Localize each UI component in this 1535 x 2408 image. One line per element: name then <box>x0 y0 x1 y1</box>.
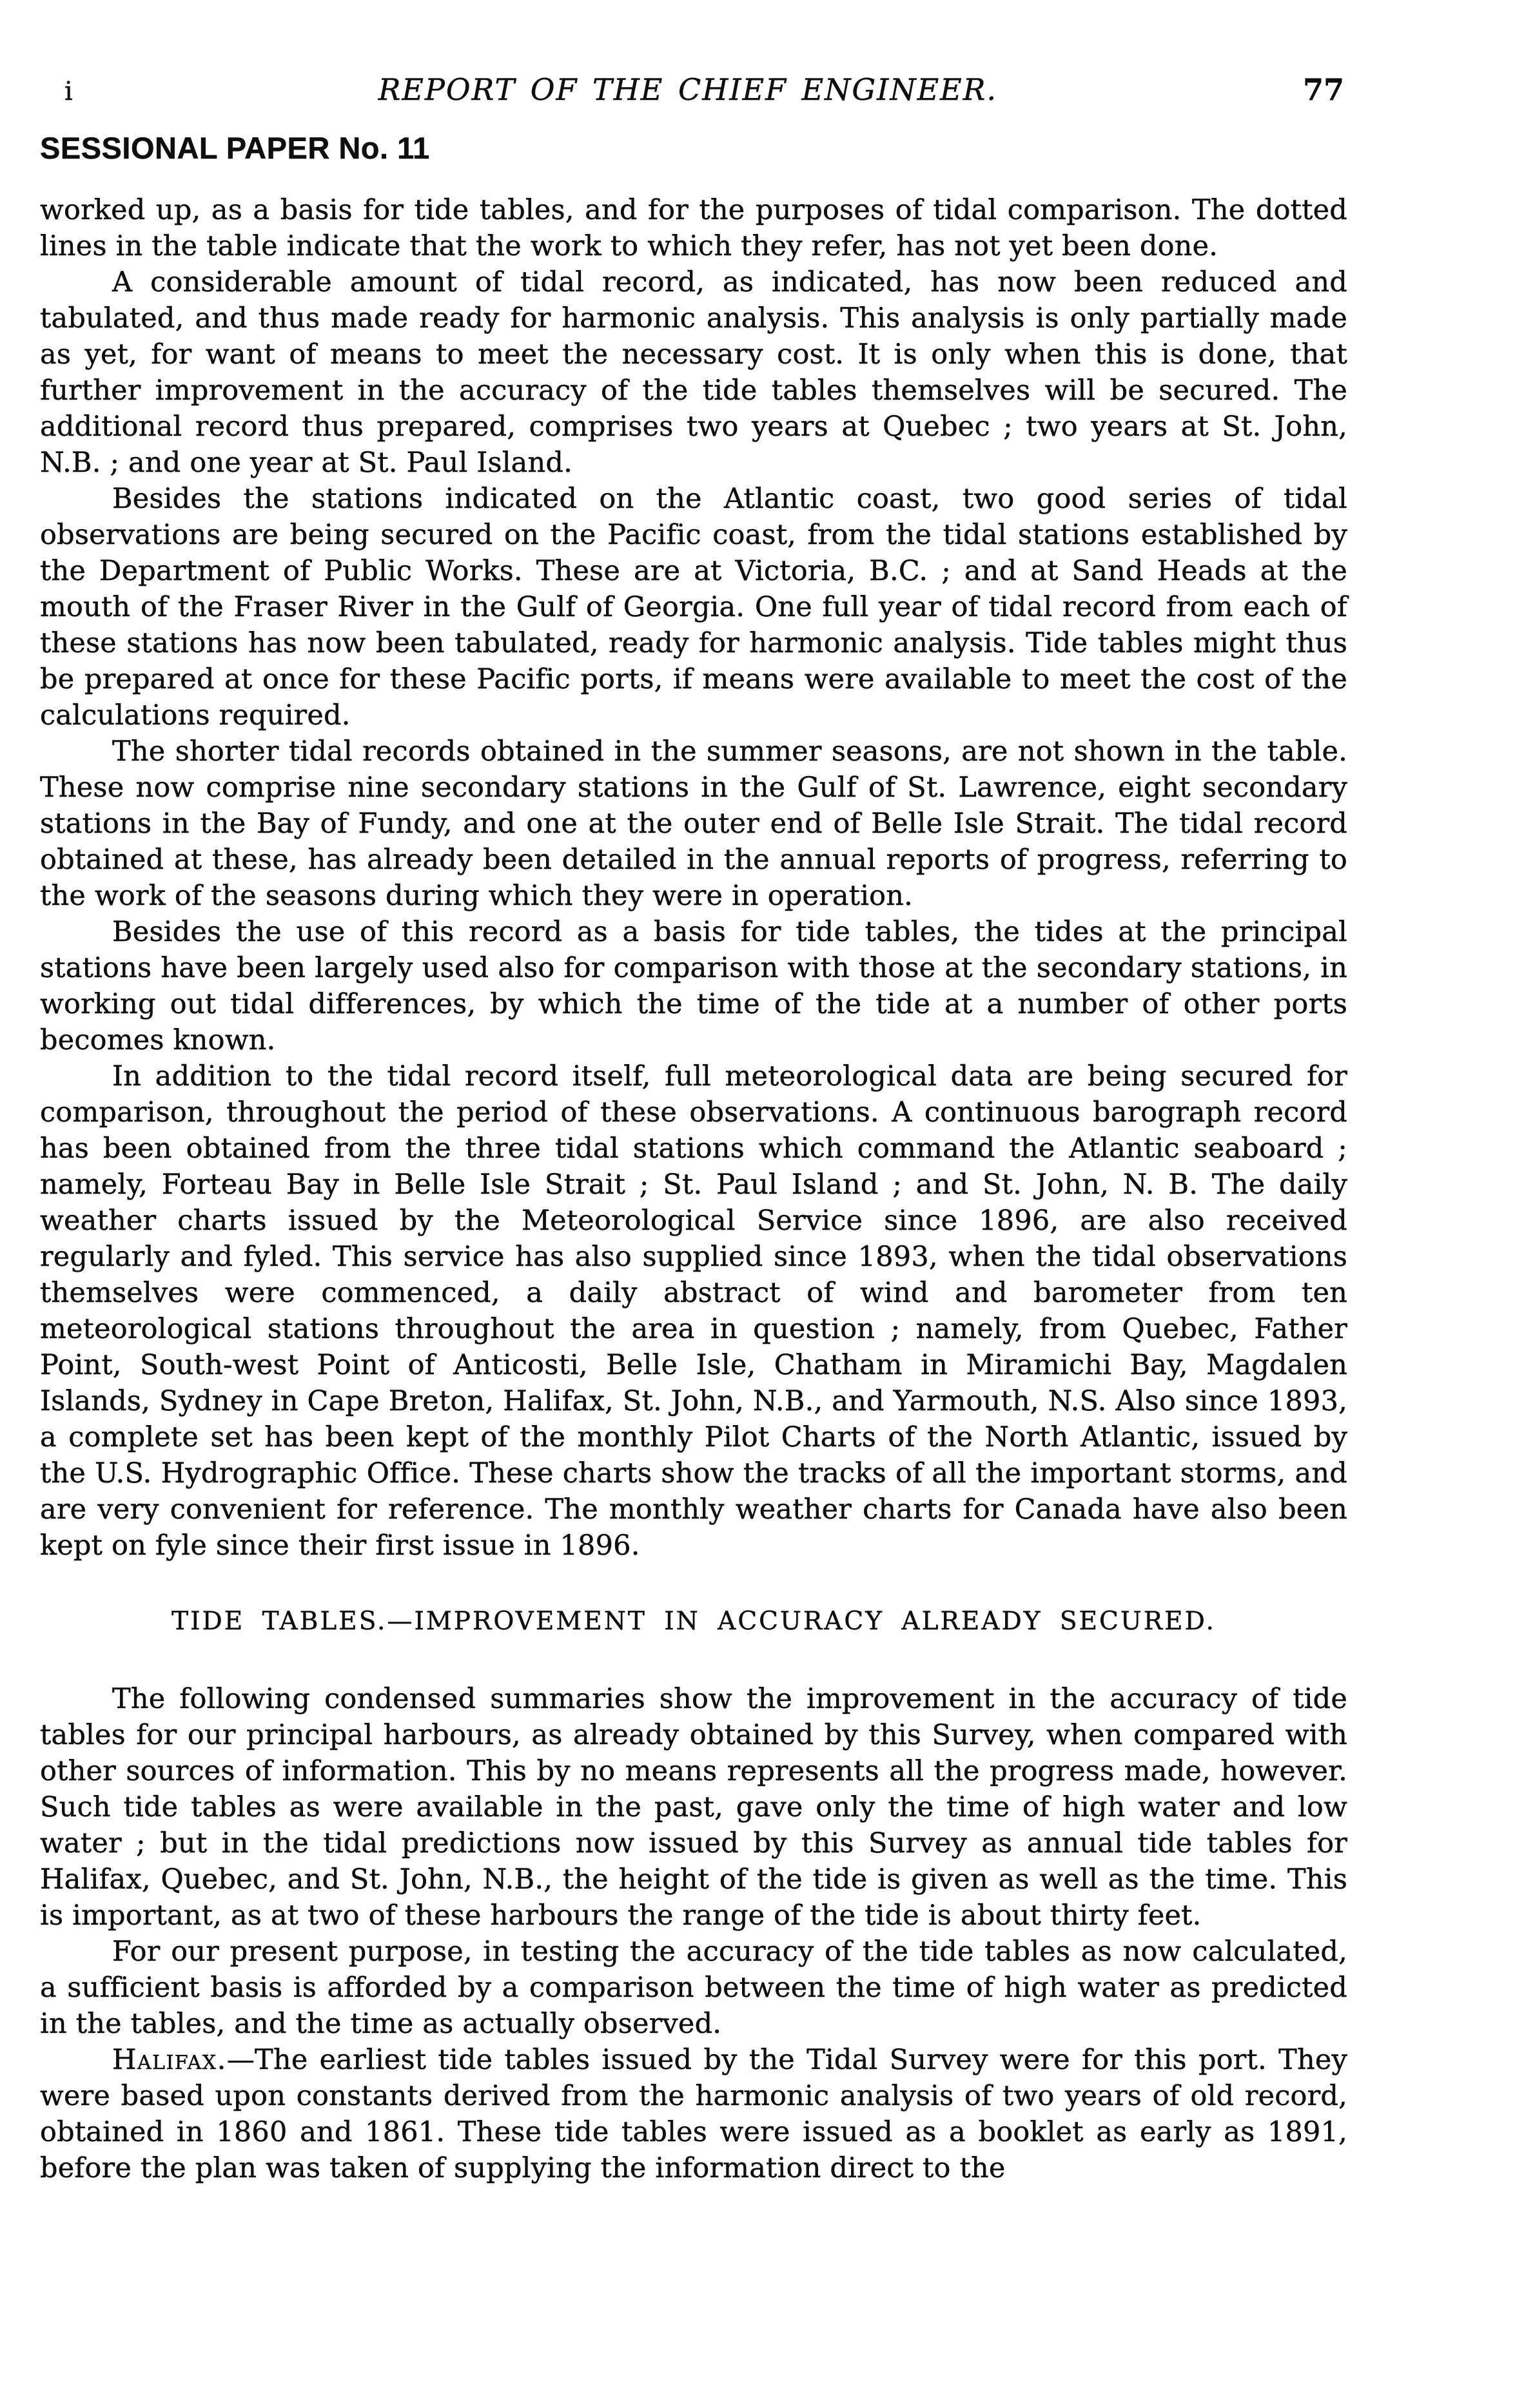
page-number: 77 <box>1302 72 1344 107</box>
section-heading-tide-tables: TIDE TABLES.—IMPROVEMENT IN ACCURACY ALREADY SECURED. <box>171 1607 1216 1636</box>
signature-mark: i <box>64 77 73 106</box>
paragraph-summer-records: The shorter tidal records obtained in the summer seasons, are not shown in the table. These now comprise nine secondary stations in the Gulf of St. Lawrence, eight secondary stations in the Bay of Fundy, and one at the outer end of Belle Isle Strait. The tidal record obtained at these, has already been detailed in the annual reports of progress, referring to the work of the seasons during which they were in operation. <box>40 735 1347 912</box>
running-header <box>64 72 1344 107</box>
paragraph-pacific-stations: Besides the stations indicated on the Atlantic coast, two good series of tidal observations are being secured on the Pacific coast, from the tidal stations established by the Department of Public Works. These are at Victoria, B.C. ; and at Sand Heads at the mouth of the Fraser River in the Gulf of Georgia. One full year of tidal record from each of these stations has now been tabulated, ready for harmonic analysis. Tide tables might thus be prepared at once for these Pacific ports, if means were available to meet the cost of the calculations required. <box>40 483 1347 732</box>
body-text-column <box>40 192 1347 2186</box>
paragraph-continuation: worked up, as a basis for tide tables, and for the purposes of tidal comparison. The dotted lines in the table indicate that the work to which they refer, has not yet been done. <box>40 194 1347 262</box>
paragraph-tidal-differences: Besides the use of this record as a basis for tide tables, the tides at the principal stations have been largely used also for comparison with those at the secondary stations, in working out tidal differences, by which the time of the tide at a number of other ports becomes known. <box>40 916 1347 1056</box>
paragraph-tidal-record: A considerable amount of tidal record, as indicated, has now been reduced and tabulated, and thus made ready for harmonic analysis. This analysis is only partially made as yet, for want of means to meet the necessary cost. It is only when this is done, that further improvement in the accuracy of the tide tables themselves will be secured. The additional record thus prepared, comprises two years at Quebec ; two years at St. John, N.B. ; and one year at St. Paul Island. <box>40 266 1347 479</box>
paragraph-condensed-summaries: The following condensed summaries show the improvement in the accuracy of tide tables for our principal harbours, as already obtained by this Survey, when compared with other sources of information. This by no means represents all the progress made, however. Such tide tables as were available in the past, gave only the time of high water and low water ; but in the tidal predictions now issued by this Survey as annual tide tables for Halifax, Quebec, and St. John, N.B., the height of the tide is given as well as the time. This is important, as at two of these harbours the range of the tide is about thirty feet. <box>40 1683 1347 1932</box>
halifax-smallcaps-label: Halifax. <box>112 2044 227 2076</box>
sessional-paper-label: SESSIONAL PAPER No. 11 <box>40 131 430 165</box>
paragraph-testing-accuracy: For our present purpose, in testing the accuracy of the tide tables as now calculated, a sufficient basis is afforded by a comparison between the time of high water as predicted in the tables, and the time as actually observed. <box>40 1936 1347 2040</box>
paragraph-halifax <box>40 2042 1347 2186</box>
halifax-paragraph-text: —The earliest tide tables issued by the Tidal Survey were for this port. They were based upon constants derived from the harmonic analysis of two years of old record, obtained in 1860 and 1861. These tide tables were issued as a booklet as early as 1891, before the plan was taken of supplying the information direct to the <box>40 2044 1347 2184</box>
paragraph-meteorological-data: In addition to the tidal record itself, full meteorological data are being secured for comparison, throughout the period of these observations. A continuous barograph record has been obtained from the three tidal stations which command the Atlantic seaboard ; namely, Forteau Bay in Belle Isle Strait ; St. Paul Island ; and St. John, N. B. The daily weather charts issued by the Meteorological Service since 1896, are also received regularly and fyled. This service has also supplied since 1893, when the tidal observations themselves were commenced, a daily abstract of wind and barometer from ten meteorological stations throughout the area in question ; namely, from Quebec, Father Point, South-west Point of Anticosti, Belle Isle, Chatham in Miramichi Bay, Magdalen Islands, Sydney in Cape Breton, Halifax, St. John, N.B., and Yarmouth, N.S. Also since 1893, a complete set has been kept of the monthly Pilot Charts of the North Atlantic, issued by the U.S. Hydrographic Office. These charts show the tracks of all the important storms, and are very convenient for reference. The monthly weather charts for Canada have also been kept on fyle since their first issue in 1896. <box>40 1060 1347 1562</box>
page-title: REPORT OF THE CHIEF ENGINEER. <box>378 72 998 107</box>
